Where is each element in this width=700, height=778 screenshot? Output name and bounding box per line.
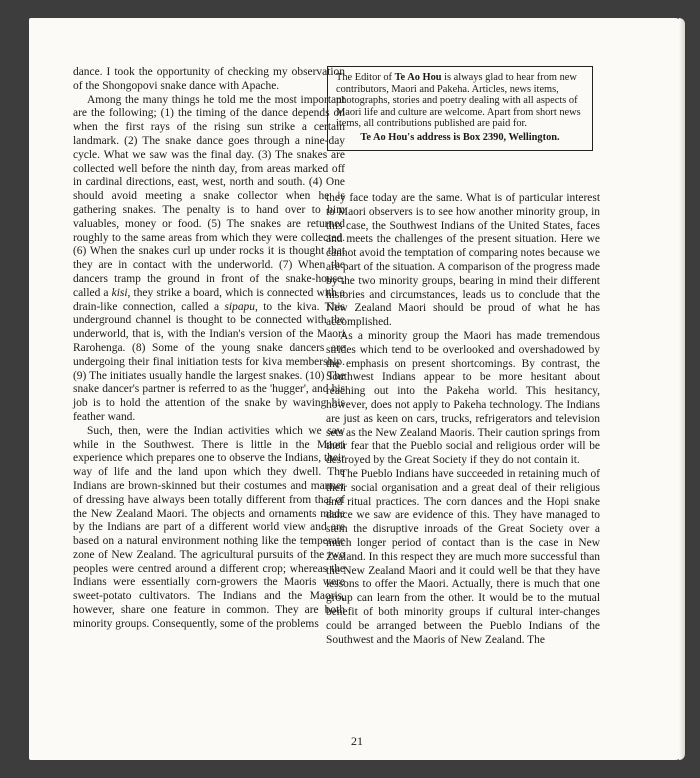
- notice-address: Te Ao Hou's address is Box 2390, Wellington.: [360, 131, 560, 143]
- notice-text: [336, 72, 584, 130]
- notice-magazine-name: Te Ao Hou: [394, 72, 442, 83]
- page-number: 21: [351, 734, 363, 748]
- left-paragraph-2: [73, 94, 345, 425]
- right-paragraph-1: they face today are the same. What is of particular interest to Maori observers is to see how another minority group, in this case, the Southwest Indians of the United States, faces and meets the challenges of the present situation. Here we cannot avoid the temptation of comparing notes because we are part of the situation. A comparison of the progress made by the two minority groups, bearing in mind their different histories and circumstances, leads us to conclude that the New Zealand Maori should be proud of what he has accomplished.: [326, 192, 600, 329]
- left-paragraph-1: dance. I took the opportunity of checking my observation of the Shongopovi snake dance with Apache.: [73, 66, 345, 92]
- right-column: [326, 192, 600, 647]
- left-paragraph-3: Such, then, were the Indian activities which we saw while in the Southwest. There is little in the Maori experience which prepares one to observe the Indians, their way of life and the land upon which they dwell. The Indians are brown-skinned but their costumes and manner of dressing have always been totally different from that of the New Zealand Maori. The objects and ornaments made by the Indians are part of a different world view and are based on a natural environment nothing like the temperate zone of New Zealand. The agricultural pursuits of the two peoples were centred around a different crop; whereas the Indians were essentially corn-growers the Maoris were sweet-potato cultivators. The Indians and the Maoris, however, share one feature in common. They are both minority groups. Consequently, some of the problems: [73, 424, 345, 630]
- magazine-page: [29, 18, 685, 760]
- editor-notice-box: [327, 66, 593, 151]
- notice-text-before: The Editor of: [336, 72, 395, 83]
- left-paragraph-2-text-a: Among the many things he told me the most important are the following; (1) the timing of the dance depends on when the first rays of the rising sun strike a certain landmark. (2) The snake dance goes through a nine-day cycle. What we saw was the final day. (3) The snakes are collected well before the ninth day, from areas marked off in cardinal directions, east, west, north and south. (4) One should avoid meeting a snake collector when he is gathering snakes. The penalty is to hand over to him valuables, money or food. (5) The snakes are returned roughly to the same areas from which they were collected. (6) When the snakes curl up under rocks it is thought that they are in contact with the underworld. (7) When the dancers tramp the ground in front of the snake-house, called a: [73, 93, 345, 299]
- left-paragraph-2-text-b: , they strike a board, which is connected with a drain-like connection, called a: [73, 286, 345, 313]
- right-paragraph-3: The Pueblo Indians have succeeded in retaining much of their social organisation and a great deal of their religious and ritual practices. The corn dances and the Hopi snake dance we saw are evidence of this. They have managed to stem the disruptive inroads of the Great Society over a much longer period of contact than is the case in New Zealand. In this respect they are much more successful than the New Zealand Maori and it could well be that they have lessons to offer the Maori. Actually, there is much that one group can learn from the other. It would be to the mutual benefit of both minority groups if cultural inter-changes could be arranged between the Pueblo Indians of the Southwest and the Maoris of New Zealand. The: [326, 467, 600, 646]
- right-paragraph-2: As a minority group the Maori has made tremendous strides which tend to be overlooked and overshadowed by the emphasis on present shortcomings. By contrast, the Southwest Indians appear to be more hesitant about reaching out into the Pakeha world. This hesitancy, however, does not apply to Pakeha technology. The Indians are just as keen on cars, trucks, refrigerators and television sets as the New Zealand Maoris. Their caution springs from their fear that the Pueblo social and religious order will be destroyed by the Great Society if they do not contain it.: [326, 329, 600, 467]
- left-column: [73, 66, 345, 632]
- page-edge-shadow: [679, 18, 685, 760]
- term-kisi: kisi: [111, 286, 128, 299]
- term-sipapu: sipapu: [224, 300, 255, 313]
- notice-text-after: is always glad to hear from new contributors, Maori and Pakeha. Articles, news items, photographs, stories and poetry dealing with all aspects of Maori life and culture are welcome. Apart from short news items, all contributions published are paid for.: [336, 72, 581, 130]
- left-paragraph-2-text-c: , to the kiva. This underground channel is thought to be connected with the underworld, that is, with the Indian's version of the Maori Rarohenga. (8) Some of the young snake dancers are undergoing their final initiation tests for kiva membership. (9) The initiates usually handle the largest snakes. (10) The snake dancer's partner is referred to as the 'hugger', and his job is to hold the attention of the snake by waving his feather wand.: [73, 300, 345, 423]
